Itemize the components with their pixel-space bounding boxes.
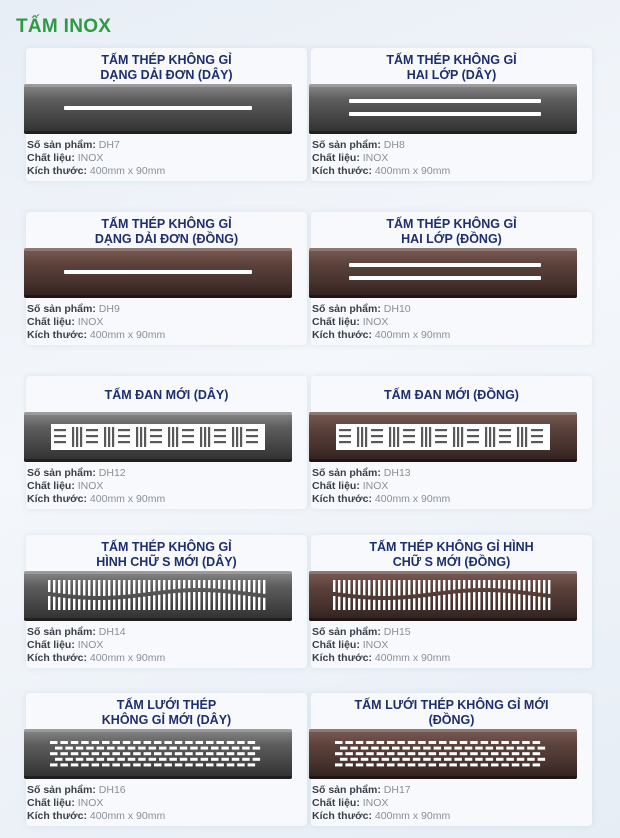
product-code bbox=[27, 467, 165, 480]
product-size-label: Kích thước: bbox=[27, 809, 87, 822]
product-size-value: 400mm x 90mm bbox=[374, 164, 451, 177]
product-code-value: DH9 bbox=[98, 303, 120, 315]
product-title: TẤM LƯỚI THÉP KHÔNG GỈ MỚI (ĐỒNG) bbox=[354, 697, 549, 727]
product-material-label: Chất liệu: bbox=[27, 151, 75, 164]
product-size-label: Kích thước: bbox=[312, 651, 372, 664]
product-card bbox=[311, 48, 592, 181]
product-code bbox=[312, 784, 450, 797]
product-card bbox=[311, 376, 592, 509]
product-code-value: DH7 bbox=[98, 139, 120, 151]
product-size bbox=[312, 329, 450, 342]
page-title: TẤM INOX bbox=[16, 16, 112, 37]
product-size-label: Kích thước: bbox=[27, 492, 87, 505]
product-code-value: DH16 bbox=[98, 784, 126, 796]
product-material bbox=[27, 316, 165, 329]
product-code-value: DH17 bbox=[383, 784, 411, 796]
product-material-label: Chất liệu: bbox=[27, 479, 75, 492]
product-code-label: Số sản phẩm: bbox=[27, 303, 96, 315]
product-specs bbox=[312, 467, 450, 505]
product-code-value: DH8 bbox=[383, 139, 405, 151]
product-size bbox=[27, 165, 165, 178]
product-size bbox=[27, 493, 165, 506]
product-code-value: DH14 bbox=[98, 626, 126, 638]
product-card bbox=[26, 212, 307, 345]
product-title: TẤM THÉP KHÔNG GỈ DẠNG DẢI ĐƠN (DÂY) bbox=[100, 52, 233, 82]
product-title: TẤM THÉP KHÔNG GỈ HAI LỚP (DÂY) bbox=[386, 52, 517, 82]
product-size-label: Kích thước: bbox=[27, 328, 87, 341]
product-code-value: DH13 bbox=[383, 467, 411, 479]
drain-slot bbox=[349, 112, 541, 116]
product-code bbox=[312, 626, 450, 639]
product-size-value: 400mm x 90mm bbox=[374, 651, 451, 664]
product-size-value: 400mm x 90mm bbox=[89, 651, 166, 664]
product-material bbox=[27, 797, 165, 810]
product-material-value: INOX bbox=[362, 151, 389, 164]
product-material-label: Chất liệu: bbox=[312, 151, 360, 164]
product-card bbox=[26, 376, 307, 509]
product-title: TẤM THÉP KHÔNG GỈ HAI LỚP (ĐỒNG) bbox=[386, 216, 517, 246]
wave-pattern bbox=[329, 578, 559, 614]
product-code-value: DH15 bbox=[383, 626, 411, 638]
product-material bbox=[312, 639, 450, 652]
product-specs bbox=[27, 303, 165, 341]
product-material bbox=[27, 639, 165, 652]
product-title: TẤM THÉP KHÔNG GỈ HÌNH CHỮ S MỚI (DÂY) bbox=[96, 539, 237, 569]
product-image bbox=[309, 84, 577, 134]
product-material bbox=[312, 480, 450, 493]
drain-slot bbox=[64, 270, 252, 274]
product-image bbox=[309, 412, 577, 462]
product-size-label: Kích thước: bbox=[312, 328, 372, 341]
product-size bbox=[27, 810, 165, 823]
product-material-label: Chất liệu: bbox=[312, 638, 360, 651]
product-code bbox=[27, 139, 165, 152]
product-code-label: Số sản phẩm: bbox=[312, 467, 381, 479]
product-material-label: Chất liệu: bbox=[27, 796, 75, 809]
product-material-label: Chất liệu: bbox=[27, 638, 75, 651]
product-specs bbox=[312, 303, 450, 341]
product-specs bbox=[27, 626, 165, 664]
product-material bbox=[312, 797, 450, 810]
drain-slot bbox=[349, 99, 541, 103]
product-size-label: Kích thước: bbox=[312, 492, 372, 505]
product-code-label: Số sản phẩm: bbox=[312, 303, 381, 315]
product-code-value: DH12 bbox=[98, 467, 126, 479]
product-size bbox=[27, 652, 165, 665]
product-size bbox=[312, 493, 450, 506]
product-specs bbox=[312, 139, 450, 177]
wave-pattern bbox=[44, 578, 274, 614]
grid-pattern bbox=[333, 739, 553, 769]
product-material-value: INOX bbox=[362, 638, 389, 651]
product-size bbox=[27, 329, 165, 342]
product-code-value: DH10 bbox=[383, 303, 411, 315]
product-size-value: 400mm x 90mm bbox=[89, 328, 166, 341]
product-card bbox=[311, 535, 592, 668]
product-material bbox=[312, 152, 450, 165]
product-specs bbox=[312, 626, 450, 664]
product-code-label: Số sản phẩm: bbox=[27, 626, 96, 638]
product-image bbox=[24, 84, 292, 134]
product-code-label: Số sản phẩm: bbox=[27, 467, 96, 479]
product-size-value: 400mm x 90mm bbox=[374, 809, 451, 822]
product-code-label: Số sản phẩm: bbox=[27, 784, 96, 796]
product-image bbox=[24, 571, 292, 621]
product-title: TẤM LƯỚI THÉP KHÔNG GỈ MỚI (DÂY) bbox=[101, 697, 232, 727]
product-image bbox=[309, 571, 577, 621]
product-specs bbox=[27, 467, 165, 505]
product-code bbox=[27, 626, 165, 639]
product-material-label: Chất liệu: bbox=[312, 479, 360, 492]
product-code bbox=[312, 139, 450, 152]
product-specs bbox=[27, 139, 165, 177]
product-code-label: Số sản phẩm: bbox=[312, 626, 381, 638]
product-code bbox=[27, 303, 165, 316]
product-material bbox=[27, 152, 165, 165]
product-material-value: INOX bbox=[77, 479, 104, 492]
product-material-label: Chất liệu: bbox=[27, 315, 75, 328]
weave-pattern bbox=[51, 424, 265, 450]
grid-pattern bbox=[48, 739, 268, 769]
product-material-value: INOX bbox=[77, 638, 104, 651]
product-size bbox=[312, 165, 450, 178]
product-size-label: Kích thước: bbox=[312, 164, 372, 177]
drain-slot bbox=[64, 106, 252, 110]
product-title: TẤM ĐAN MỚI (ĐỒNG) bbox=[384, 388, 519, 403]
product-material-value: INOX bbox=[362, 796, 389, 809]
product-material bbox=[312, 316, 450, 329]
product-size bbox=[312, 652, 450, 665]
product-size-label: Kích thước: bbox=[27, 651, 87, 664]
drain-slot bbox=[349, 263, 541, 267]
product-size-value: 400mm x 90mm bbox=[374, 492, 451, 505]
product-material-label: Chất liệu: bbox=[312, 796, 360, 809]
product-size-label: Kích thước: bbox=[312, 809, 372, 822]
product-image bbox=[24, 729, 292, 779]
product-code bbox=[27, 784, 165, 797]
product-image bbox=[309, 729, 577, 779]
product-code bbox=[312, 303, 450, 316]
product-image bbox=[24, 248, 292, 298]
product-card bbox=[26, 48, 307, 181]
product-card bbox=[26, 693, 307, 826]
product-size-value: 400mm x 90mm bbox=[374, 328, 451, 341]
product-code-label: Số sản phẩm: bbox=[312, 139, 381, 151]
product-card bbox=[311, 693, 592, 826]
product-material bbox=[27, 480, 165, 493]
product-material-value: INOX bbox=[77, 151, 104, 164]
product-size-value: 400mm x 90mm bbox=[89, 492, 166, 505]
product-specs bbox=[27, 784, 165, 822]
product-size-value: 400mm x 90mm bbox=[89, 809, 166, 822]
product-title: TẤM THÉP KHÔNG GỈ DẠNG DẢI ĐƠN (ĐỒNG) bbox=[94, 216, 239, 246]
product-material-value: INOX bbox=[362, 479, 389, 492]
product-image bbox=[24, 412, 292, 462]
product-title: TẤM THÉP KHÔNG GỈ HÌNH CHỮ S MỚI (ĐỒNG) bbox=[369, 539, 534, 569]
product-code-label: Số sản phẩm: bbox=[27, 139, 96, 151]
product-specs bbox=[312, 784, 450, 822]
product-code-label: Số sản phẩm: bbox=[312, 784, 381, 796]
product-card bbox=[26, 535, 307, 668]
product-material-label: Chất liệu: bbox=[312, 315, 360, 328]
weave-pattern bbox=[336, 424, 550, 450]
product-size-label: Kích thước: bbox=[27, 164, 87, 177]
product-size bbox=[312, 810, 450, 823]
product-material-value: INOX bbox=[77, 315, 104, 328]
product-title: TẤM ĐAN MỚI (DÂY) bbox=[104, 388, 229, 403]
product-material-value: INOX bbox=[362, 315, 389, 328]
product-size-value: 400mm x 90mm bbox=[89, 164, 166, 177]
product-material-value: INOX bbox=[77, 796, 104, 809]
product-card bbox=[311, 212, 592, 345]
product-code bbox=[312, 467, 450, 480]
product-image bbox=[309, 248, 577, 298]
drain-slot bbox=[349, 276, 541, 280]
